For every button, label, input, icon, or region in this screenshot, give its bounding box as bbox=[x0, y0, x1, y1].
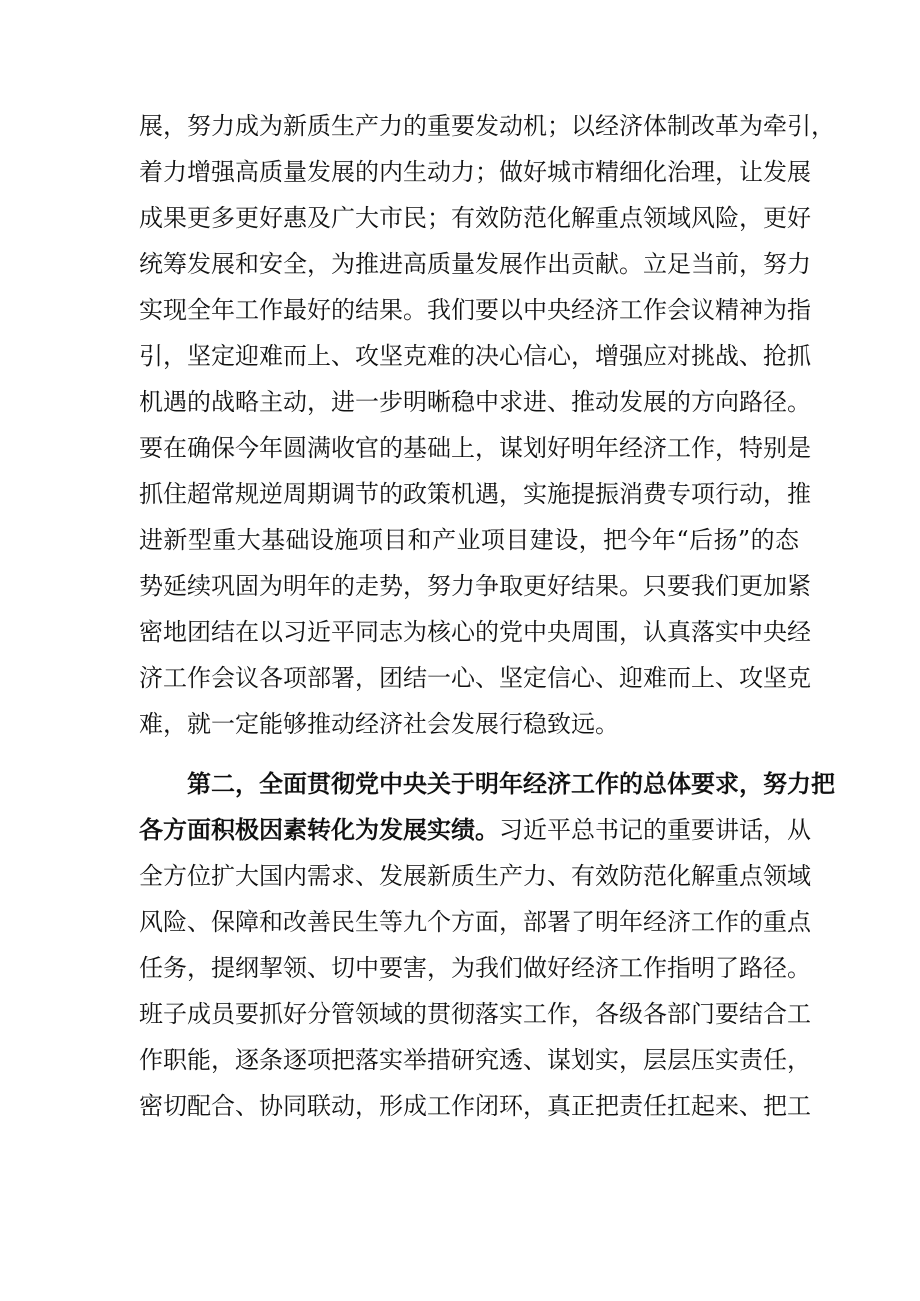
paragraph1-line-11: 势延续巩固为明年的走势，努力争取更好结果。只要我们更加紧 bbox=[139, 572, 811, 600]
paragraph2-line-7: 作职能，逐条逐项把落实举措研究透、谋划实，层层压实责任， bbox=[139, 1046, 811, 1074]
paragraph2-line-5: 任务，提纲挈领、切中要害，为我们做好经济工作指明了路径。 bbox=[139, 954, 811, 982]
paragraph1-line-13: 济工作会议各项部署，团结一心、坚定信心、迎难而上、攻坚克 bbox=[139, 664, 811, 692]
paragraph1-line-10: 进新型重大基础设施项目和产业项目建设，把今年“后扬”的态 bbox=[139, 526, 799, 554]
paragraph2-heading-line-1: 第二，全面贯彻党中央关于明年经济工作的总体要求，努力把 bbox=[187, 770, 835, 798]
paragraph2-line-2-rest: 习近平总书记的重要讲话，从 bbox=[499, 816, 811, 844]
paragraph1-line-12: 密地团结在以习近平同志为核心的党中央周围，认真落实中央经 bbox=[139, 618, 811, 646]
paragraph1-line-4: 统筹发展和安全，为推进高质量发展作出贡献。立足当前，努力 bbox=[139, 250, 811, 278]
paragraph2-line-8: 密切配合、协同联动，形成工作闭环，真正把责任扛起来、把工 bbox=[139, 1092, 811, 1120]
paragraph2-heading-line-2: 各方面积极因素转化为发展实绩。 bbox=[139, 816, 499, 844]
paragraph1-line-2: 着力增强高质量发展的内生动力；做好城市精细化治理，让发展 bbox=[139, 158, 811, 186]
paragraph1-line-9: 抓住超常规逆周期调节的政策机遇，实施提振消费专项行动，推 bbox=[139, 480, 811, 508]
paragraph1-line-14: 难，就一定能够推动经济社会发展行稳致远。 bbox=[139, 710, 619, 738]
paragraph1-line-7: 机遇的战略主动，进一步明晰稳中求进、推动发展的方向路径。 bbox=[139, 388, 811, 416]
paragraph1-line-6: 引，坚定迎难而上、攻坚克难的决心信心，增强应对挑战、抢抓 bbox=[139, 342, 811, 370]
paragraph1-line-1: 展，努力成为新质生产力的重要发动机；以经济体制改革为牵引， bbox=[139, 112, 835, 140]
paragraph1-line-5: 实现全年工作最好的结果。我们要以中央经济工作会议精神为指 bbox=[139, 296, 811, 324]
paragraph1-line-3: 成果更多更好惠及广大市民；有效防范化解重点领域风险，更好 bbox=[139, 204, 811, 232]
paragraph2-line-6: 班子成员要抓好分管领域的贯彻落实工作，各级各部门要结合工 bbox=[139, 1000, 811, 1028]
paragraph2-line-4: 风险、保障和改善民生等九个方面，部署了明年经济工作的重点 bbox=[139, 908, 811, 936]
paragraph1-line-8: 要在确保今年圆满收官的基础上，谋划好明年经济工作，特别是 bbox=[139, 434, 811, 462]
paragraph2-line-2 bbox=[139, 810, 811, 850]
paragraph2-line-3: 全方位扩大国内需求、发展新质生产力、有效防范化解重点领域 bbox=[139, 862, 811, 890]
